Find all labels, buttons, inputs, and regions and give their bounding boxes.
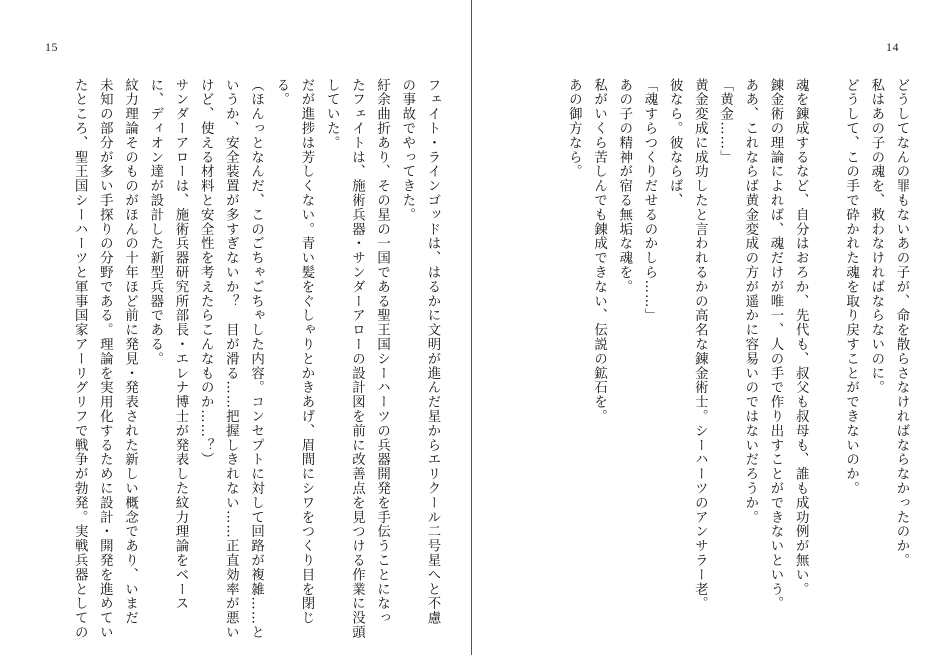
text-line: どうして、この手で砕かれた魂を取り戻すことができないのか。 [843,78,859,496]
text-line: 黄金変成に成功したと言われるかの高名な錬金術士。シーハーツのアンサラー老。 [692,78,708,611]
text-line [813,78,838,608]
page-gutter [471,0,472,655]
text-line: フェイト・ラインゴッドは、はるかに文明が進んだ星からエリクール二号星へと不慮 [425,78,440,626]
text-line: の事故でやってきた。 [399,78,415,222]
page-number-left: 15 [45,40,58,54]
text-line: 魂を錬成するなど、自分はおろか、先代も、叔父も叔母も、誰も成功例が無い。 [793,78,809,597]
text-line: 錬金術の理論によれば、魂だけが唯一、人の手で作り出すことができないという。 [767,78,783,611]
text-line: （ほんっとなんだ、このごちゃごちゃした内容。コンセプトに対して回路が複雑……と [248,78,264,640]
right-page [473,0,944,655]
text-line: たところ、聖王国シーハーツと軍事国家アーリグリフで戦争が勃発。実戦兵器としての [72,78,88,640]
text-line: 彼なら。彼ならば、 [667,78,683,208]
text-line: あの御方なら。 [566,78,582,179]
right-page-text [561,78,914,611]
left-page-text [67,78,445,640]
text-line: たフェイトは、施術兵器・サンダーアローの設計図を前に改善点を見つける作業に没頭 [349,78,365,640]
left-page [0,0,471,655]
text-line: 未知の部分が多い手探りの分野である。理論を実用化するために設計・開発を進めてい [97,78,113,640]
text-line: 紆余曲折あり、その星の一国である聖王国シーハーツの兵器開発を手伝うことになっ [374,78,390,626]
text-line: あの子の精神が宿る無垢な魂を。 [616,78,632,294]
text-line: に、ディオン達が設計した新型兵器である。 [147,78,163,366]
text-line: 私がいくら苦しんでも錬成できない、伝説の鉱石を。 [591,78,607,424]
text-line: 私はあの子の魂を、救わなければならないのに。 [868,78,884,395]
text-line: いうか、安全装置が多すぎないか？ 目が滑る……把握しきれない……正直効率が悪い [223,78,239,640]
page-number-right: 14 [886,40,899,54]
text-line: 紋力理論そのものがほんの十年ほど前に発見・発表された新しい概念であり、いまだ [122,78,138,626]
text-line: 「魂すらつくりだせるのかしら……」 [641,78,657,323]
text-line: ああ、これならば黄金変成の方が遥かに容易いのではないだろうか。 [742,78,758,525]
text-line: サンダーアローは、施術兵器研究所部長・エレナ博士が発表した紋力理論をベース [172,78,188,611]
text-line: けど、使える材料と安全性を考えたらこんなものか……？） [198,78,214,467]
text-line: していた。 [324,78,340,150]
text-line: る。 [273,78,289,107]
text-line: だが進捗は芳しくない。青い髪をぐしゃりとかきあげ、眉間にシワをつくり目を閉じ [298,78,314,626]
text-line: 「黄金……」 [717,78,733,165]
text-line: どうしてなんの罪もないあの子が、命を散らさなければならなかったのか。 [894,78,909,568]
